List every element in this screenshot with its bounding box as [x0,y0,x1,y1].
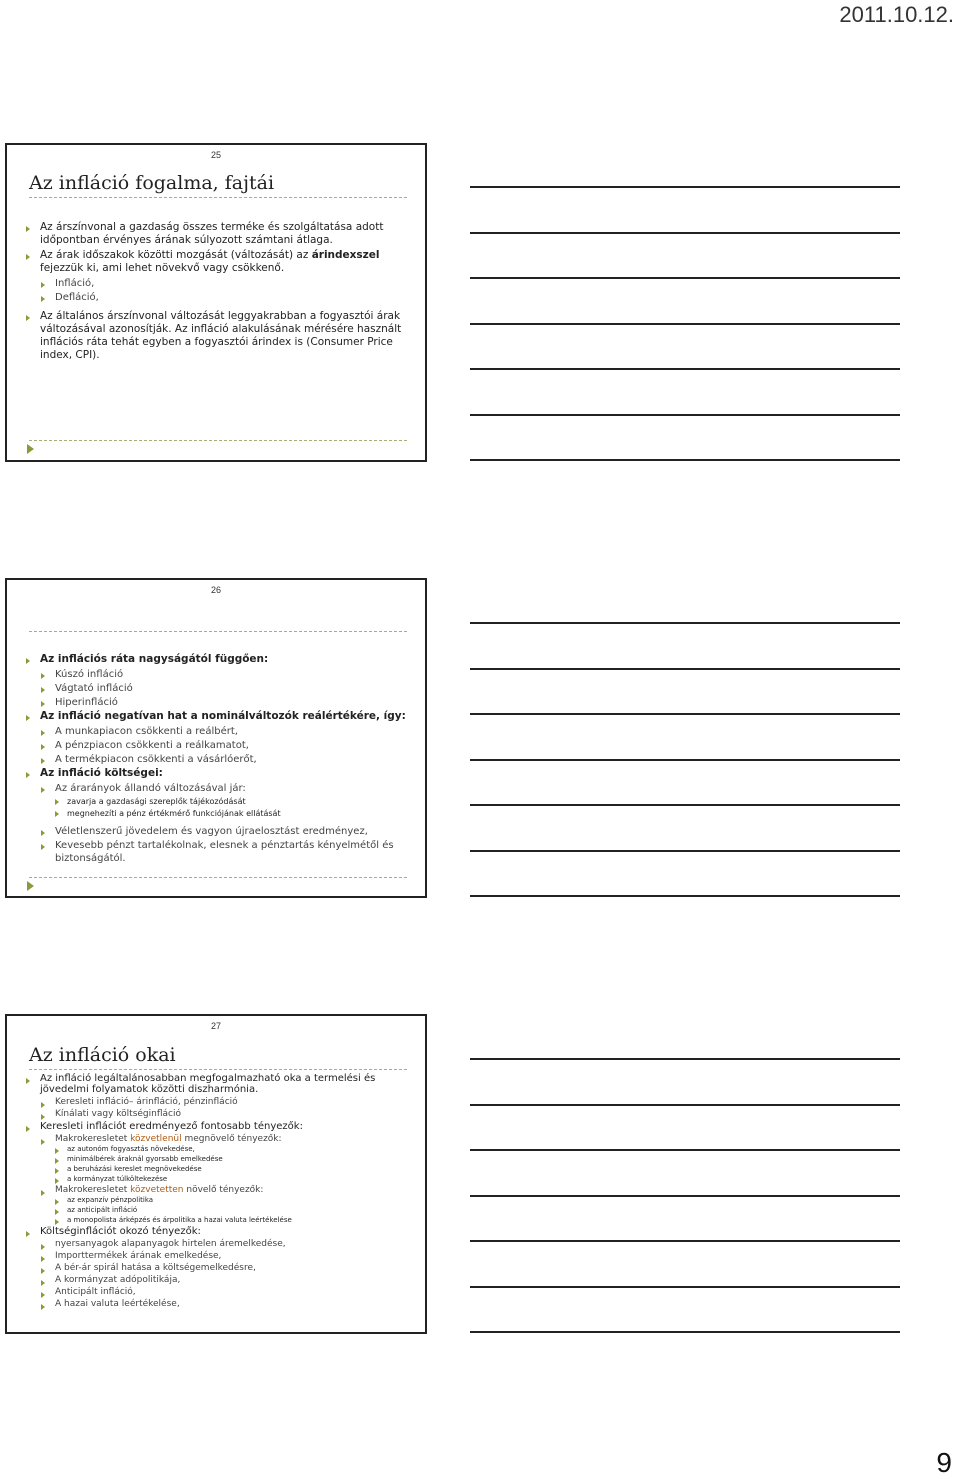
slide-number: 27 [210,1021,221,1031]
sub-sub-list-item: az autonóm fogyasztás növekedése, [24,1145,411,1154]
highlight-term: közvetetten [130,1185,184,1195]
sub-sub-list-item: a beruházási kereslet megnövekedése [24,1165,411,1174]
title-divider [29,631,407,632]
note-line [470,323,900,325]
sub-list-item: Importtermékek árának emelkedése, [24,1251,411,1262]
sub-list-item: A hazai valuta leértékelése, [24,1299,411,1310]
bullet-list [24,1073,411,1311]
note-line [470,414,900,416]
note-line [470,1149,900,1151]
note-line [470,1331,900,1333]
document-date: 2011.10.12. [839,2,954,27]
list-item: Az általános árszínvonal változását leggyakrabban a fogyasztói árak változásával azonosítják. Az infláció alakulásának mérésére használt inflációs ráta tehát egyben a fogyasztói árindex is (Consumer Price index, CPI). [24,310,411,362]
list-item: Az inflációs ráta nagyságától függően: [24,653,411,666]
list-item-text: Makrokeresletet [55,1185,131,1195]
sub-list-item: Keresleti infláció– árinfláció, pénzinfláció [24,1097,411,1108]
note-line [470,668,900,670]
note-line [470,622,900,624]
sub-sub-list-item: a monopolista árképzés és árpolitika a hazai valuta leértékelése [24,1216,411,1225]
list-item-text: megnövelő tényezők: [181,1134,282,1144]
note-line [470,1104,900,1106]
sub-sub-list-item: az anticipált infláció [24,1206,411,1215]
note-line [470,804,900,806]
bullet-list [24,221,411,364]
sub-list-item: Hiperinfláció [24,696,411,709]
sub-list-item: A munkapiacon csökkenti a reálbért, [24,725,411,738]
note-line [470,895,900,897]
list-item-text: fejezzük ki, ami lehet növekvő vagy csökkenő. [40,262,285,274]
sub-list-item: A pénzpiacon csökkenti a reálkamatot, [24,739,411,752]
slide-25 [5,143,427,462]
list-item: Az infláció negatívan hat a nominálváltozók reálértékére, így: [24,710,411,723]
list-item: Költséginflációt okozó tényezők: [24,1226,411,1237]
title-divider [29,1069,407,1070]
footer-divider [29,440,407,441]
note-line [470,232,900,234]
slide-title: Az infláció okai [29,1044,176,1066]
sub-list-item: Kúszó infláció [24,668,411,681]
sub-list-item: Vágtató infláció [24,682,411,695]
highlight-term: közvetlenül [130,1134,182,1144]
play-arrow-icon [27,444,34,454]
list-item: Az infláció költségei: [24,767,411,780]
list-item: Keresleti inflációt eredményező fontosabb tényezők: [24,1121,411,1132]
list-item-text: Makrokeresletet [55,1134,131,1144]
note-line [470,459,900,461]
sub-list-item: Véletlenszerű jövedelem és vagyon újraelosztást eredményez, [24,825,411,838]
bullet-list [24,653,411,866]
sub-list-item: Az árarányok állandó változásával jár: [24,782,411,795]
sub-sub-list-item: megnehezíti a pénz értékmérő funkciójának ellátását [24,808,411,819]
note-line [470,1286,900,1288]
note-line [470,1240,900,1242]
sub-list-item [24,1134,411,1144]
footer-divider [29,877,407,878]
slide-27 [5,1014,427,1334]
slide-26 [5,578,427,898]
list-item: Az árszínvonal a gazdaság összes terméke és szolgáltatása adott időpontban érvényes árának súlyozott számtani átlaga. [24,221,411,247]
sub-sub-list-item: zavarja a gazdasági szereplők tájékozódását [24,796,411,807]
slide-number: 25 [210,150,221,160]
note-line [470,186,900,188]
sub-list-item: A kormányzat adópolitikája, [24,1275,411,1286]
list-item [24,249,411,275]
sub-list-item: nyersanyagok alapanyagok hirtelen áremelkedése, [24,1239,411,1250]
sub-list-item: Anticipált infláció, [24,1287,411,1298]
note-line [470,1195,900,1197]
play-arrow-icon [27,881,34,891]
bold-term: árindexszel [311,249,380,261]
list-item-text: növelő tényezők: [183,1185,264,1195]
sub-sub-list-item: a kormányzat túlköltekezése [24,1175,411,1184]
page-number: 9 [936,1447,952,1478]
sub-list-item: Infláció, [24,277,411,290]
note-line [470,368,900,370]
sub-sub-list-item: minimálbérek áraknál gyorsabb emelkedése [24,1155,411,1164]
note-line [470,713,900,715]
sub-list-item: Kínálati vagy költséginfláció [24,1109,411,1120]
list-item: Az infláció legáltalánosabban megfogalmazható oka a termelési és jövedelmi folyamatok közötti diszharmónia. [24,1073,411,1095]
sub-list-item: A termékpiacon csökkenti a vásárlóerőt, [24,753,411,766]
note-line [470,1058,900,1060]
list-item-text: Az árak időszakok közötti mozgását (változását) az [40,249,312,261]
sub-list-item [24,1185,411,1195]
slide-title: Az infláció fogalma, fajtái [29,172,275,194]
note-line [470,277,900,279]
sub-sub-list-item: az expanzív pénzpolitika [24,1196,411,1205]
title-divider [29,197,407,198]
sub-list-item: Defláció, [24,291,411,304]
sub-list-item: A bér-ár spirál hatása a költségemelkedésre, [24,1263,411,1274]
note-line [470,850,900,852]
sub-list-item: Kevesebb pénzt tartalékolnak, elesnek a pénztartás kényelmétől és biztonságától. [24,839,411,865]
slide-number: 26 [210,585,221,595]
note-line [470,759,900,761]
